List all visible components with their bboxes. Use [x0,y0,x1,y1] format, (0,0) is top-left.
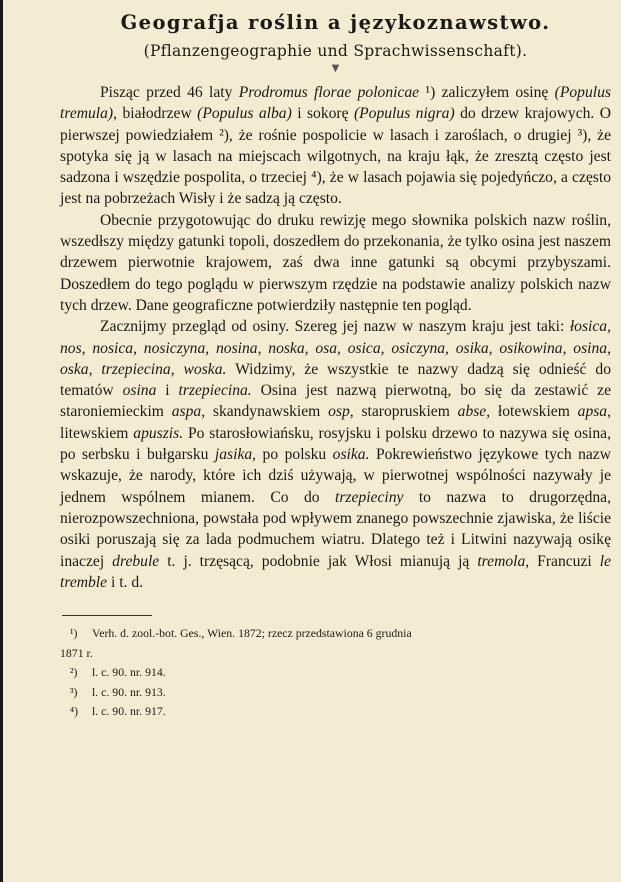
text-run: Po starosłowiańsku, rosyjsku i polsku drzewo to nazywa się osina, po serbsku i bułgarsku [60,424,611,464]
italic-term: drebule [112,552,160,570]
text-run: staropruskiem [353,403,458,421]
italic-term: le tremble [60,552,611,591]
paragraph [60,316,611,593]
text-run: , białodrzew [113,105,198,123]
text-run: Obecnie przygotowując do druku rewizję mego słownika polskich nazw roślin, wszedłszy między gatunki topoli, doszedłem do przekonania, że tylko osina jest naszem drzewem pierwotnie krajowem, zaś dwa inne gatunki są obcymi przybyszami. Doszedłem do tego poglądu w pierwszym rzędzie na podstawie analizy polskich nazw tych drzew. Dane geograficzne potwierdziły następnie ten pogląd. [60,211,611,314]
text-run: t. j. trzęsącą, podobnie jak Włosi mianują ją [159,552,478,570]
text-run: Zacznijmy przegląd od osiny. Szereg jej nazw w naszym kraju jest taki: [100,318,570,336]
italic-term: abse, [457,403,491,421]
text-run: Pokrewieństwo językowe tych nazw wskazuje, że narody, które ich dziś używają, w pierwotnej wspólności nazywały je jednem wspólnem mianem. Co do [60,446,611,506]
italic-term: tremola, [477,552,530,570]
footnote-text: l. c. 90. nr. 914. [92,665,166,680]
text-run: do drzew krajowych. O pierwszej powiedziałem ²), że rośnie pospolicie w lasach i zaroślach, o drugiej ³), że spotyka się ją w lasach na miejscach wilgotnych, na kraju łąk, że zresztą często jest sadzona i wszędzie pospolita, o trzeciej ⁴), że w lasach pojawia się pojedyńczo, a często jest na pobrzeżach Wisły i że sadzą ją często. [60,105,612,208]
footnote-mark: ⁴) [70,704,79,719]
text-run: i sokorę [291,105,354,123]
footnote-mark: ³) [70,684,78,699]
text-run: skandynawskiem [205,403,329,421]
paragraph [60,82,611,210]
italic-term: (Populus tremula) [60,84,611,123]
footnote-mark: ²) [70,665,78,680]
text-run: po polsku [256,446,333,464]
footnote [60,663,611,683]
footnotes [60,624,611,722]
text-run: Francuzi [529,552,600,570]
footnote-divider [62,615,152,616]
text-run: litewskiem [60,424,134,442]
text-run: Pisząc przed 46 laty [100,84,239,101]
footnote [60,702,611,722]
scan-edge [0,0,3,882]
article-body [60,82,611,593]
document-page [60,10,611,722]
italic-term: trzepieciny [335,488,404,506]
italic-term: (Populus alba) [197,105,292,123]
article-title: Geografja roślin a językoznawstwo. [120,11,551,34]
text-run: ¹) zaliczyłem osinę [419,84,555,101]
italic-term: osp, [328,403,354,421]
footnote-continuation: 1871 r. [60,645,93,660]
italic-term: osina [122,382,157,400]
ornament-mark: ▼ [331,63,340,74]
italic-term: trzepiecina. [178,382,252,400]
italic-term: (Populus nigra) [353,105,455,123]
footnote-text: l. c. 90. nr. 913. [92,684,166,699]
footnote-text: Verh. d. zool.-bot. Ges., Wien. 1872; rzecz przedstawiona 6 grudnia [92,626,412,641]
footnote [60,624,611,644]
article-subtitle: (Pflanzengeographie und Sprachwissenschaft). [143,42,528,60]
text-run: i t. d. [107,573,144,591]
italic-term: apuszis. [133,424,184,442]
text-run: łotewskiem [490,403,578,421]
paragraph [60,210,611,316]
text-run: to nazwa to drugorzędna, nierozpowszechniona, powstała pod wpływem znanego powszechnie zjawiska, że liście osiki poruszają się za lada podmuchem wiatru. Dlatego też i Litwini nazywają osikę inaczej [60,488,611,570]
footnote-text: l. c. 90. nr. 917. [92,704,166,719]
footnote-mark: ¹) [70,626,78,641]
italic-term: osika. [332,446,370,464]
text-run: Widzimy, że wszystkie te nazwy dadzą się odnieść do tematów [60,360,611,400]
italic-term: łosica, nos, nosica, nosiczyna, nosina, noska, osa, osica, osiczyna, osika, osikowina, osina, oska, trzepiecina, woska. [60,318,611,378]
footnote [60,683,611,703]
italic-term: jasika, [214,446,257,464]
italic-term: apsa, [577,403,611,421]
text-run: i [156,382,179,400]
italic-term: aspa, [171,403,206,421]
text-run: Osina jest nazwą pierwotną, bo się da zestawić ze staroniemieckim [60,382,611,421]
italic-term: Prodromus florae polonicae [238,84,420,101]
